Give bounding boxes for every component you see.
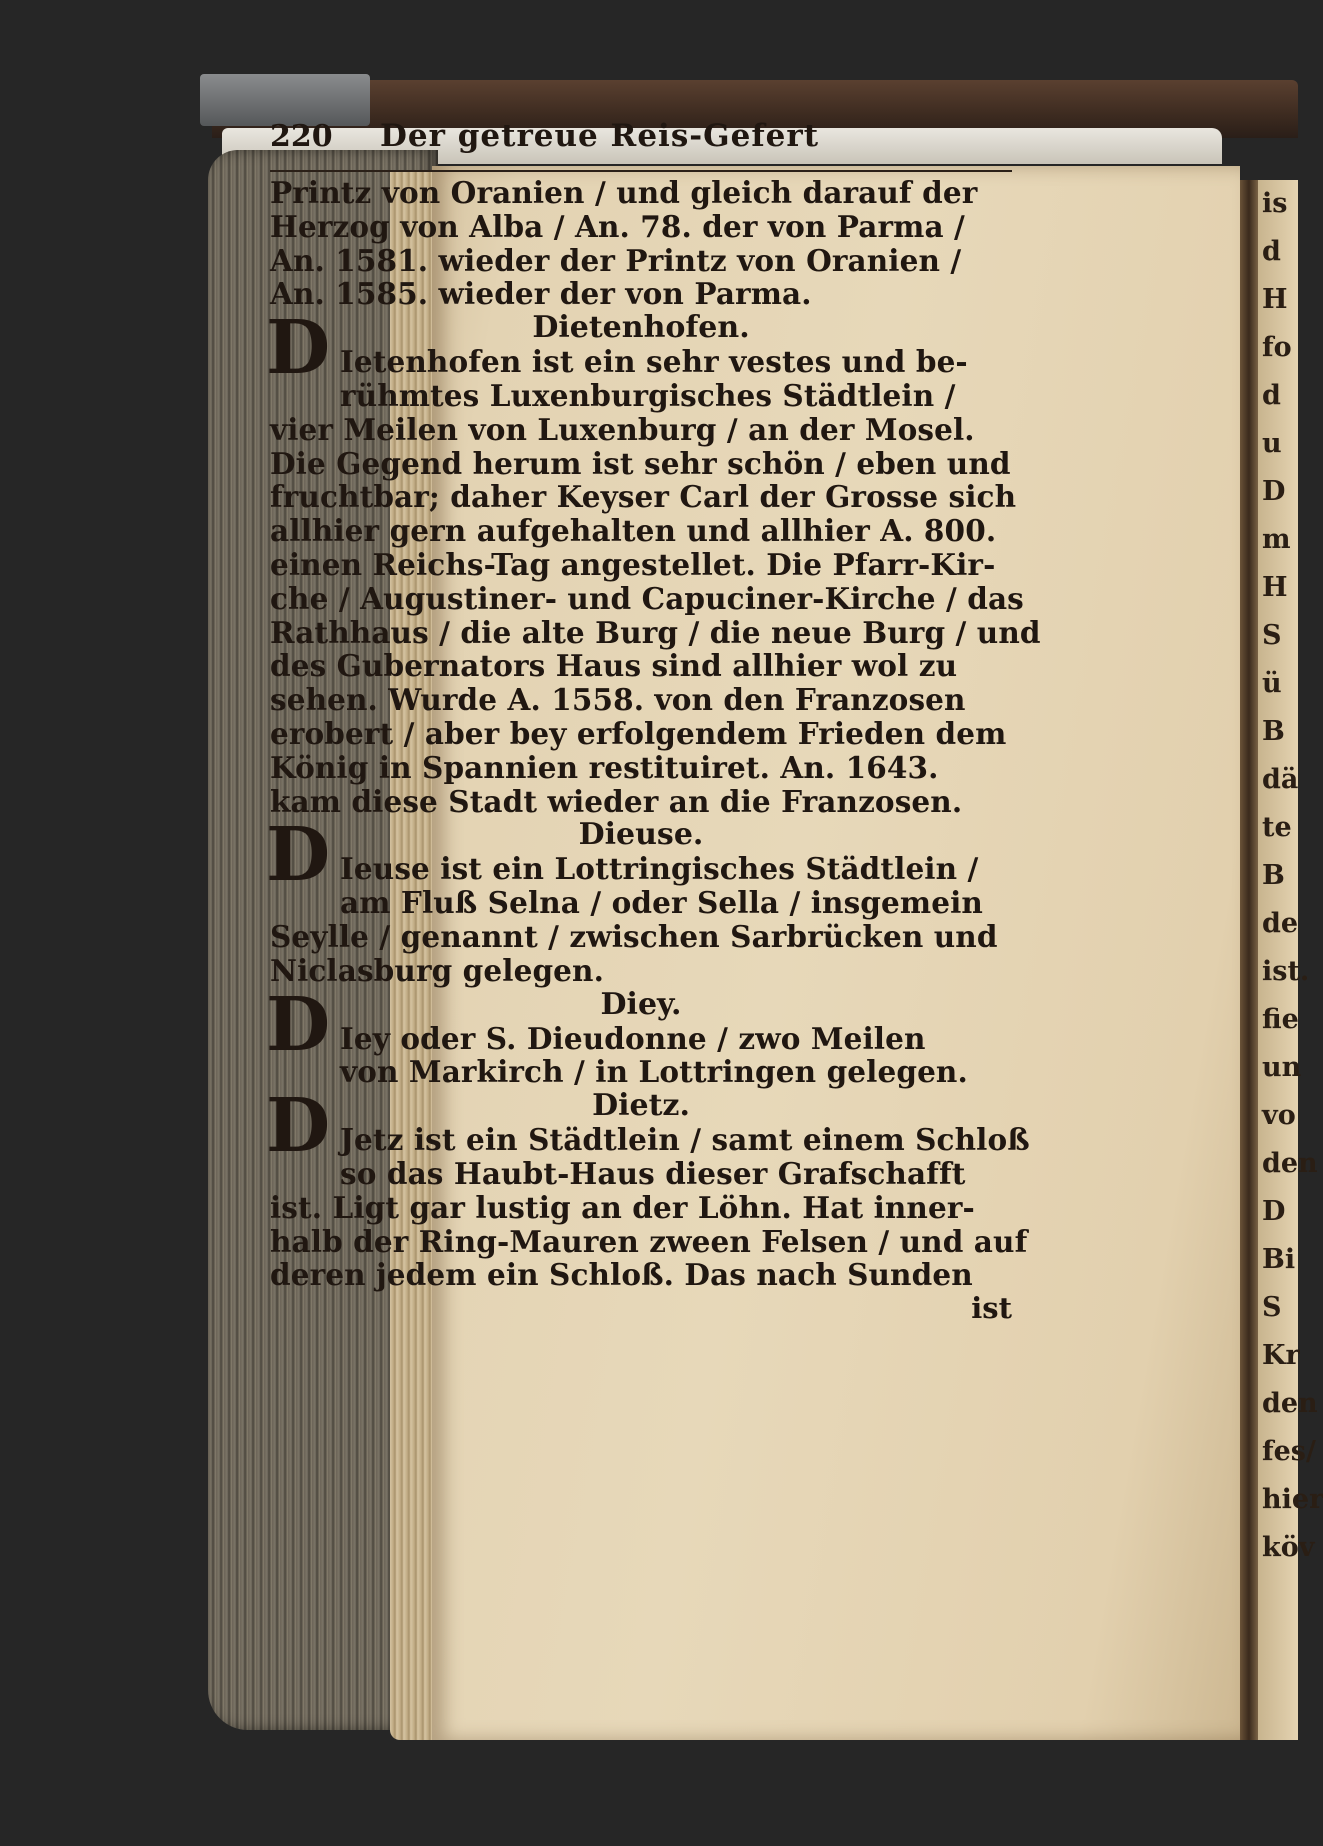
entry-dietz — [266, 1083, 1040, 1293]
facing-page-fragment: den — [1262, 1388, 1318, 1419]
facing-page-fragment: un — [1262, 1052, 1302, 1083]
facing-page-fragment: fo — [1262, 332, 1292, 363]
facing-page-fragment: te — [1262, 812, 1292, 843]
facing-page-fragment: d — [1262, 380, 1281, 411]
running-head: Der getreue Reis-Gefert — [380, 118, 820, 154]
text-line: sehen. Wurde A. 1558. von den Franzosen — [270, 682, 966, 718]
text-line: Jetz ist ein Städtlein / samt einem Schloß — [340, 1122, 1030, 1158]
facing-page-fragment: fes/ — [1262, 1436, 1316, 1467]
facing-page-fragment: D — [1262, 476, 1286, 507]
facing-page-fragment: vo — [1262, 1100, 1296, 1131]
text-line: so das Haubt-Haus dieser Grafschafft — [340, 1155, 966, 1191]
facing-page-fragment: D — [1262, 1196, 1286, 1227]
facing-page-fragment: S — [1262, 620, 1282, 651]
facing-page-fragment: de — [1262, 908, 1299, 939]
facing-page-fragment: Kr — [1262, 1340, 1300, 1371]
facing-page-fragment: ist. — [1262, 956, 1310, 987]
facing-page-fragment: is — [1262, 188, 1288, 219]
text-line: Printz von Oranien / und gleich darauf der — [270, 175, 978, 210]
text-line: fruchtbar; daher Keyser Carl der Grosse sich — [270, 479, 1017, 515]
entry-diey — [266, 981, 1040, 1090]
text-line: Seylle / genannt / zwischen Sarbrücken und — [270, 918, 998, 954]
text-line: allhier gern aufgehalten und allhier A. 800. — [270, 513, 997, 549]
text-line: Rathhaus / die alte Burg / die neue Burg / und — [270, 614, 1041, 650]
entry-title: Dieuse. — [578, 817, 704, 853]
continued-text — [270, 176, 1040, 311]
book-gutter — [1240, 180, 1258, 1740]
facing-page-fragment: u — [1262, 428, 1282, 459]
text-line: An. 1585. wieder der von Parma. — [270, 276, 812, 312]
facing-page-fragment: Bi — [1262, 1244, 1296, 1275]
facing-page-fragment: H — [1262, 572, 1288, 603]
text-line: rühmtes Luxenburgisches Städtlein / — [340, 377, 956, 413]
text-line: che / Augustiner- und Capuciner-Kirche / das — [270, 580, 1024, 616]
text-line: Ieuse ist ein Lottringisches Städtlein / — [340, 851, 979, 887]
facing-page-fragment: m — [1262, 524, 1291, 555]
facing-page-fragment: fie — [1262, 1004, 1299, 1035]
text-line: Ietenhofen ist ein sehr vestes und be- — [340, 344, 968, 380]
page-text — [266, 118, 1041, 1326]
facing-page-fragment: ü — [1262, 668, 1282, 699]
text-line: Die Gegend herum ist sehr schön / eben und — [270, 445, 1011, 481]
text-line: von Markirch / in Lottringen gelegen. — [340, 1054, 968, 1090]
drop-initial: D — [266, 305, 331, 392]
text-line: vier Meilen von Luxenburg / an der Mosel. — [270, 411, 975, 447]
facing-page-fragment: S — [1262, 1292, 1282, 1323]
text-line: ist. Ligt gar lustig an der Löhn. Hat inner- — [270, 1189, 975, 1225]
catchword: ist — [971, 1291, 1012, 1326]
drop-initial: D — [266, 1083, 331, 1170]
text-line: An. 1581. wieder der Printz von Oranien / — [270, 242, 962, 278]
entry-dieuse — [266, 812, 1040, 988]
page-header — [270, 118, 1012, 172]
facing-page-fragment: B — [1262, 716, 1285, 747]
facing-page-fragment: d — [1262, 236, 1281, 267]
facing-page-edge — [1258, 180, 1323, 1740]
text-line: König in Spannien restituiret. An. 1643. — [270, 749, 939, 785]
text-line: deren jedem ein Schloß. Das nach Sunden — [270, 1257, 973, 1293]
facing-page-fragment: hier — [1262, 1484, 1323, 1515]
text-line: Niclasburg gelegen. — [270, 952, 604, 988]
text-line: am Fluß Selna / oder Sella / insgemein — [340, 885, 983, 921]
facing-page-fragment: B — [1262, 860, 1285, 891]
facing-page-fragment: köv — [1262, 1532, 1315, 1563]
entry-title: Diey. — [600, 986, 682, 1022]
entry-dietenhofen — [266, 305, 1041, 819]
text-line: erobert / aber bey erfolgendem Frieden dem — [270, 715, 1007, 751]
text-line: Iey oder S. Dieudonne / zwo Meilen — [340, 1020, 926, 1056]
drop-initial: D — [266, 812, 331, 899]
text-line: halb der Ring-Mauren zween Felsen / und auf — [270, 1223, 1028, 1259]
text-line: des Gubernators Haus sind allhier wol zu — [270, 648, 958, 684]
page-number: 220 — [270, 119, 333, 154]
entry-title: Dietz. — [592, 1088, 690, 1124]
text-line: kam diese Stadt wieder an die Franzosen. — [270, 783, 963, 819]
text-line: Herzog von Alba / An. 78. der von Parma / — [270, 208, 965, 244]
drop-initial: D — [266, 981, 331, 1068]
facing-page-fragment: H — [1262, 284, 1288, 315]
facing-page-fragment: den — [1262, 1148, 1318, 1179]
facing-page-fragment: dä — [1262, 764, 1299, 795]
text-line: einen Reichs-Tag angestellet. Die Pfarr-Kir- — [270, 546, 996, 582]
entry-title: Dietenhofen. — [532, 310, 750, 346]
